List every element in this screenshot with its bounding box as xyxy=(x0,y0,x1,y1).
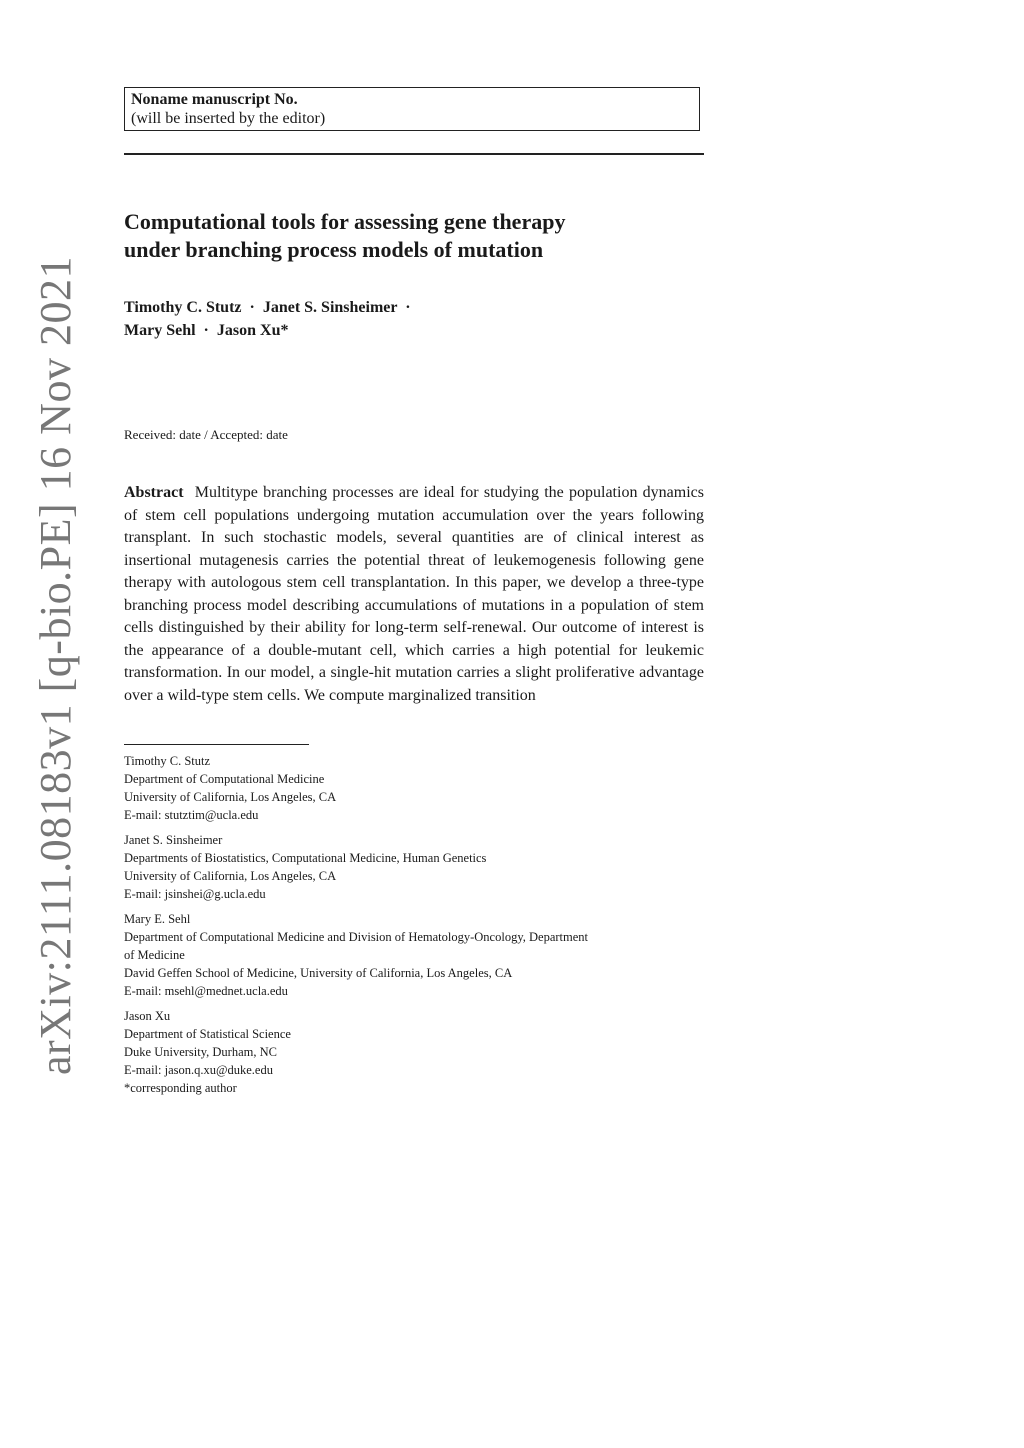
affiliation-line: Department of Computational Medicine xyxy=(124,772,325,786)
affiliation-line: Department of Computational Medicine and Division of Hematology-Oncology, Department xyxy=(124,930,589,944)
abstract-label: Abstract xyxy=(124,484,184,501)
affiliation-line: Janet S. Sinsheimer xyxy=(124,833,223,847)
header-rule xyxy=(124,153,704,155)
corresponding-note: *corresponding author xyxy=(124,1081,237,1095)
affiliation-sinsheimer xyxy=(124,831,704,903)
affiliation-line: Jason Xu xyxy=(124,1009,171,1023)
affiliation-stutz xyxy=(124,752,704,824)
manuscript-note: (will be inserted by the editor) xyxy=(131,110,326,127)
affiliation-sehl xyxy=(124,910,704,1000)
abstract xyxy=(124,482,704,707)
affiliation-email: E-mail: msehl@mednet.ucla.edu xyxy=(124,984,288,998)
affiliations xyxy=(124,752,704,1104)
affiliation-line: University of California, Los Angeles, CA xyxy=(124,790,337,804)
affiliation-xu xyxy=(124,1007,704,1097)
affiliation-email: E-mail: stutztim@ucla.edu xyxy=(124,808,259,822)
authors-line-1: Timothy C. Stutz · Janet S. Sinsheimer · xyxy=(124,299,411,316)
title-line-1: Computational tools for assessing gene therapy xyxy=(124,209,566,234)
received-date: Received: date / Accepted: date xyxy=(124,427,288,442)
affiliation-line: University of California, Los Angeles, CA xyxy=(124,869,337,883)
affiliation-line: Department of Statistical Science xyxy=(124,1027,291,1041)
arxiv-identifier: arXiv:2111.08183v1 [q-bio.PE] 16 Nov 2021 xyxy=(31,256,80,1075)
affiliation-email: E-mail: jason.q.xu@duke.edu xyxy=(124,1063,273,1077)
footnote-rule xyxy=(124,744,309,745)
affiliation-line: Mary E. Sehl xyxy=(124,912,191,926)
authors-line-2: Mary Sehl · Jason Xu* xyxy=(124,322,289,339)
title-line-2: under branching process models of mutation xyxy=(124,237,544,262)
affiliation-line: Timothy C. Stutz xyxy=(124,754,211,768)
manuscript-title: Noname manuscript No. xyxy=(131,91,298,108)
affiliation-line: of Medicine xyxy=(124,948,185,962)
author-list xyxy=(124,296,704,342)
affiliation-line: Duke University, Durham, NC xyxy=(124,1045,277,1059)
affiliation-email: E-mail: jsinshei@g.ucla.edu xyxy=(124,887,266,901)
manuscript-box xyxy=(124,87,700,131)
affiliation-line: David Geffen School of Medicine, University of California, Los Angeles, CA xyxy=(124,966,513,980)
paper-title xyxy=(124,208,704,264)
affiliation-line: Departments of Biostatistics, Computational Medicine, Human Genetics xyxy=(124,851,487,865)
abstract-text: Multitype branching processes are ideal for studying the population dynamics of stem cell populations undergoing mutation accumulation over the years following transplant. In such stochastic models, several quantities are of clinical interest as insertional mutagenesis carries the potential threat of leukemogenesis following gene therapy with autologous stem cell transplantation. In this paper, we develop a three-type branching process model describing accumulations of mutations in a population of stem cells distinguished by their ability for long-term self-renewal. Our outcome of interest is the appearance of a double-mutant cell, which carries a high potential for leukemic transformation. In our model, a single-hit mutation carries a slight proliferative advantage over a wild-type stem cells. We compute marginalized transition xyxy=(124,484,704,704)
